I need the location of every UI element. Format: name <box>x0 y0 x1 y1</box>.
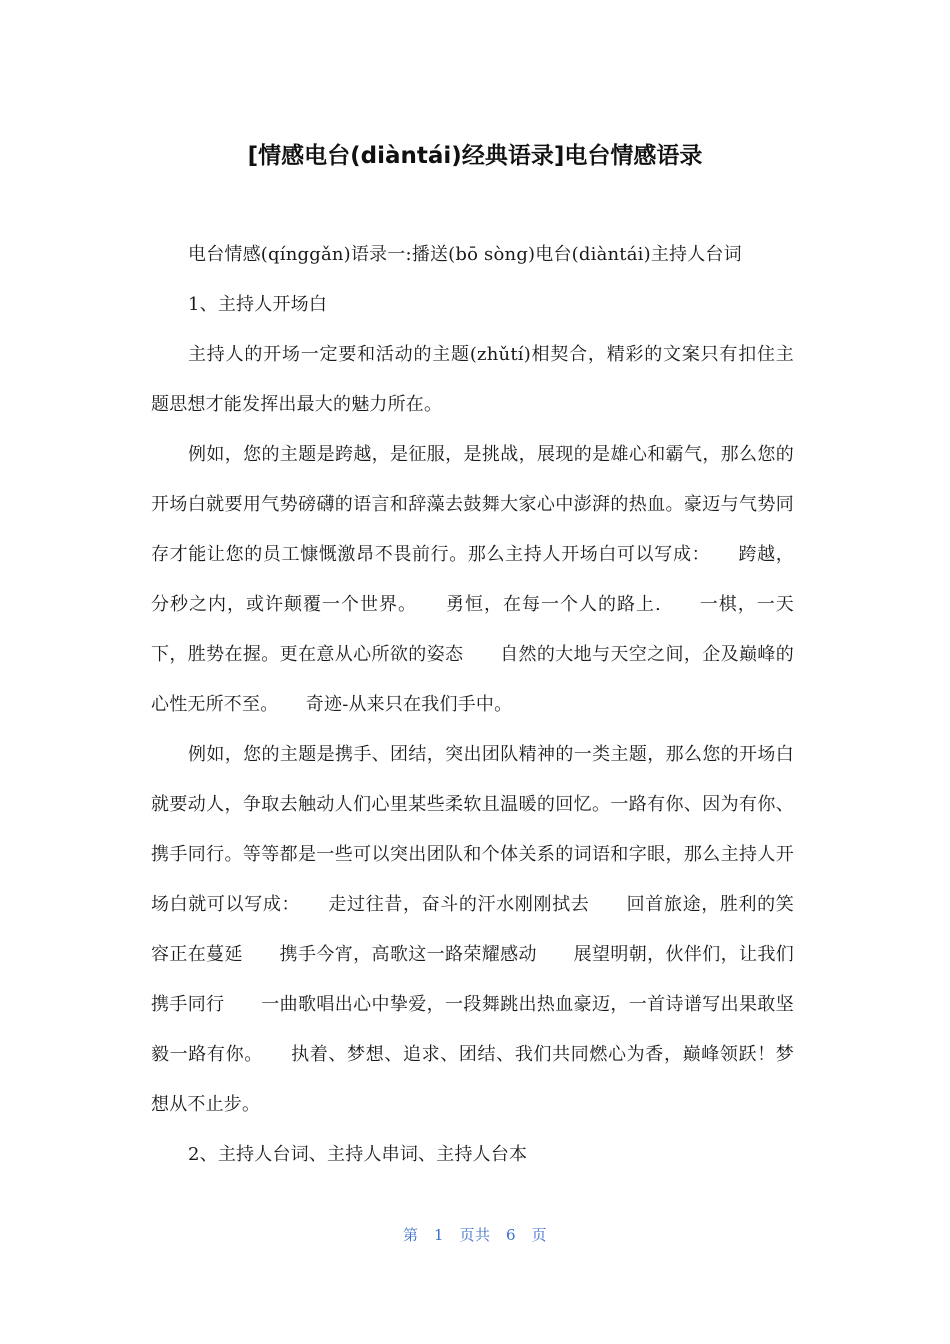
paragraph-section-heading: 电台情感(qínggǎn)语录一:播送(bō sòng)电台(diàntái)主持人台词 <box>188 244 742 265</box>
document-title: [情感电台(diàntái)经典语录]电台情感语录 <box>247 143 703 169</box>
paragraph-opening-theme: 主持人的开场一定要和活动的主题(zhǔtí)相契合，精彩的文案只有扣住主题思想才能发挥出最大的魅力所在。 <box>151 344 794 415</box>
document-body <box>151 230 794 1180</box>
paragraph-example-challenge: 例如，您的主题是跨越，是征服，是挑战，展现的是雄心和霸气，那么您的开场白就要用气势磅礴的语言和辞藻去鼓舞大家心中澎湃的热血。豪迈与气势同存才能让您的员工慷慨激昂不畏前行。那么主持人开场白可以写成： 跨越，分秒之内，或许颠覆一个世界。 勇恒，在每一个人的路上. 一棋，一天下，胜势在握。更在意从心所欲的姿态 自然的大地与天空之间，企及巅峰的心性无所不至。 奇迹-从来只在我们手中。 <box>151 444 794 715</box>
paragraph-example-teamwork: 例如，您的主题是携手、团结，突出团队精神的一类主题，那么您的开场白就要动人，争取去触动人们心里某些柔软且温暖的回忆。一路有你、因为有你、携手同行。等等都是一些可以突出团队和个体关系的词语和字眼，那么主持人开场白就可以写成： 走过往昔，奋斗的汗水刚刚拭去 回首旅途，胜利的笑容正在蔓延 携手今宵，高歌这一路荣耀感动 展望明朝，伙伴们，让我们携手同行 一曲歌唱出心中挚爱，一段舞跳出热血豪迈，一首诗谱写出果敢坚毅一路有你。 执着、梦想、追求、团结、我们共同燃心为香，巅峰领跃！梦想从不止步。 <box>151 744 794 1115</box>
paragraph-subheading-scripts: 2、主持人台词、主持人串词、主持人台本 <box>188 1144 528 1165</box>
page-footer: 第 1 页共 6 页 <box>402 1226 548 1244</box>
paragraph-subheading-opening: 1、主持人开场白 <box>188 294 328 315</box>
